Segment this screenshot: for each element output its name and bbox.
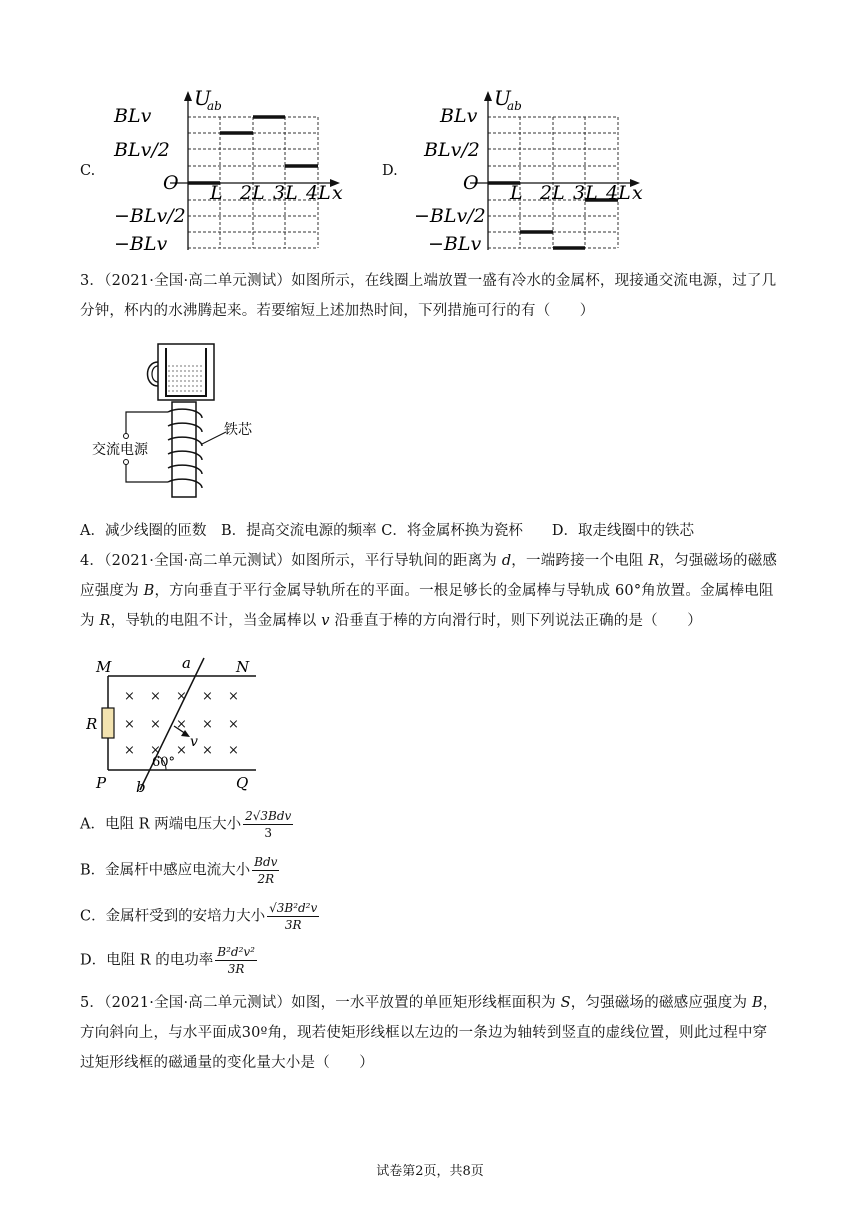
svg-text:v: v <box>190 734 198 750</box>
svg-text:M: M <box>96 658 112 676</box>
iron-core <box>172 402 196 497</box>
graph-d <box>410 85 650 255</box>
tick-l: L <box>510 182 523 204</box>
svg-text:R: R <box>86 715 98 733</box>
tick-l: L <box>210 182 223 204</box>
wire-top <box>126 412 168 434</box>
option-c-label: C. <box>80 163 96 179</box>
svg-text:Q: Q <box>236 774 249 792</box>
svg-text:P: P <box>96 774 107 792</box>
q4-option-a: A．电阻 R 两端电压大小 $\frac{\text{2√3Bdv}}{3}$ <box>80 809 292 840</box>
tick-2l: 2L <box>240 182 265 204</box>
wire-bottom <box>126 464 168 482</box>
tick-neg-blv: −BLv <box>114 233 168 255</box>
tick-3l: 3L <box>573 182 598 204</box>
x-axis-label: x <box>332 182 343 204</box>
svg-text:×: × <box>176 689 187 704</box>
svg-text:×: × <box>150 689 161 704</box>
svg-text:60°: 60° <box>152 755 176 770</box>
y-axis-arrow-icon <box>484 91 492 101</box>
svg-text:×: × <box>150 743 161 758</box>
q4-option-c: C．金属杆受到的安培力大小 $\frac{\text{√3B²d²v}}{3R}$ <box>80 901 318 932</box>
q3-figure <box>84 340 274 500</box>
tick-blv: BLv <box>440 105 478 127</box>
question-3-options: A．减少线圈的匝数 B．提高交流电源的频率 C．将金属杯换为瓷杯 D．取走线圈中的铁芯 <box>80 523 694 539</box>
q4-option-b: B．金属杆中感应电流大小 $\frac{\text{Bdv}}{2R}$ <box>80 855 278 886</box>
svg-text:×: × <box>176 743 187 758</box>
svg-text:×: × <box>124 689 135 704</box>
tick-blv: BLv <box>114 105 152 127</box>
tick-neg-half-blv: −BLv/2 <box>414 205 486 227</box>
iron-core-label: 铁芯 <box>224 422 252 438</box>
y-axis-label: U <box>194 86 211 110</box>
graph-c <box>110 85 350 255</box>
q4-option-d: D．电阻 R 的电功率 $\frac{\text{B²d²v²}}{3R}$ <box>80 945 255 976</box>
svg-text:×: × <box>202 743 213 758</box>
origin-label: O <box>163 172 179 194</box>
svg-text:×: × <box>228 717 239 732</box>
svg-text:×: × <box>202 717 213 732</box>
tick-3l: 3L <box>273 182 298 204</box>
svg-text:a: a <box>182 654 191 672</box>
question-5-stem: 5．（2021·全国·高二单元测试）如图，一水平放置的单匝矩形线框面积为 S，匀强磁场的磁感应强度为 B，方向斜向上，与水平面成30º角，现若使矩形线框以左边的一条边为轴转到竖直的虚线位置，则此过程中穿过矩形线框的磁通量的变化量大小是（ ） <box>80 995 778 1071</box>
question-4-stem: 4．（2021·全国·高二单元测试）如图所示，平行导轨间的距离为 d，一端跨接一个电阻 R，匀强磁场的磁感应强度为 B，方向垂直于平行金属导轨所在的平面。一根足够长的金属棒与导轨成 60°角放置。金属棒电阻为 R，导轨的电阻不计，当金属棒以 v 沿垂直于棒的方向滑行时，则下列说法正确的是（ ） <box>80 553 778 629</box>
svg-text:b: b <box>136 778 146 794</box>
q4-figure <box>86 652 276 794</box>
svg-text:×: × <box>150 717 161 732</box>
tick-neg-half-blv: −BLv/2 <box>114 205 186 227</box>
y-axis-arrow-icon <box>184 91 192 101</box>
y-axis-sub: ab <box>207 99 222 113</box>
tick-half-blv: BLv/2 <box>114 139 170 161</box>
option-d-label: D. <box>382 163 398 179</box>
tick-4l: 4L <box>606 182 631 204</box>
origin-label: O <box>463 172 479 194</box>
question-3-stem: 3．（2021·全国·高二单元测试）如图所示，在线圈上端放置一盛有冷水的金属杯，现接通交流电源，过了几分钟，杯内的水沸腾起来。若要缩短上述加热时间，下列措施可行的有（ ） <box>80 273 777 319</box>
svg-text:×: × <box>202 689 213 704</box>
svg-text:×: × <box>124 717 135 732</box>
svg-text:×: × <box>176 717 187 732</box>
resistor <box>102 708 114 738</box>
ac-source-label: 交流电源 <box>92 442 148 458</box>
page-footer: 试卷第2页，共8页 <box>376 1164 484 1179</box>
tick-2l: 2L <box>540 182 565 204</box>
y-axis-sub: ab <box>507 99 522 113</box>
tick-4l: 4L <box>306 182 331 204</box>
svg-text:N: N <box>236 658 250 676</box>
field-crosses <box>124 689 239 758</box>
svg-text:×: × <box>124 743 135 758</box>
y-axis-label: U <box>494 86 511 110</box>
svg-text:×: × <box>228 743 239 758</box>
tick-half-blv: BLv/2 <box>424 139 480 161</box>
svg-text:×: × <box>228 689 239 704</box>
tick-neg-blv: −BLv <box>428 233 482 255</box>
x-axis-label: x <box>632 182 643 204</box>
